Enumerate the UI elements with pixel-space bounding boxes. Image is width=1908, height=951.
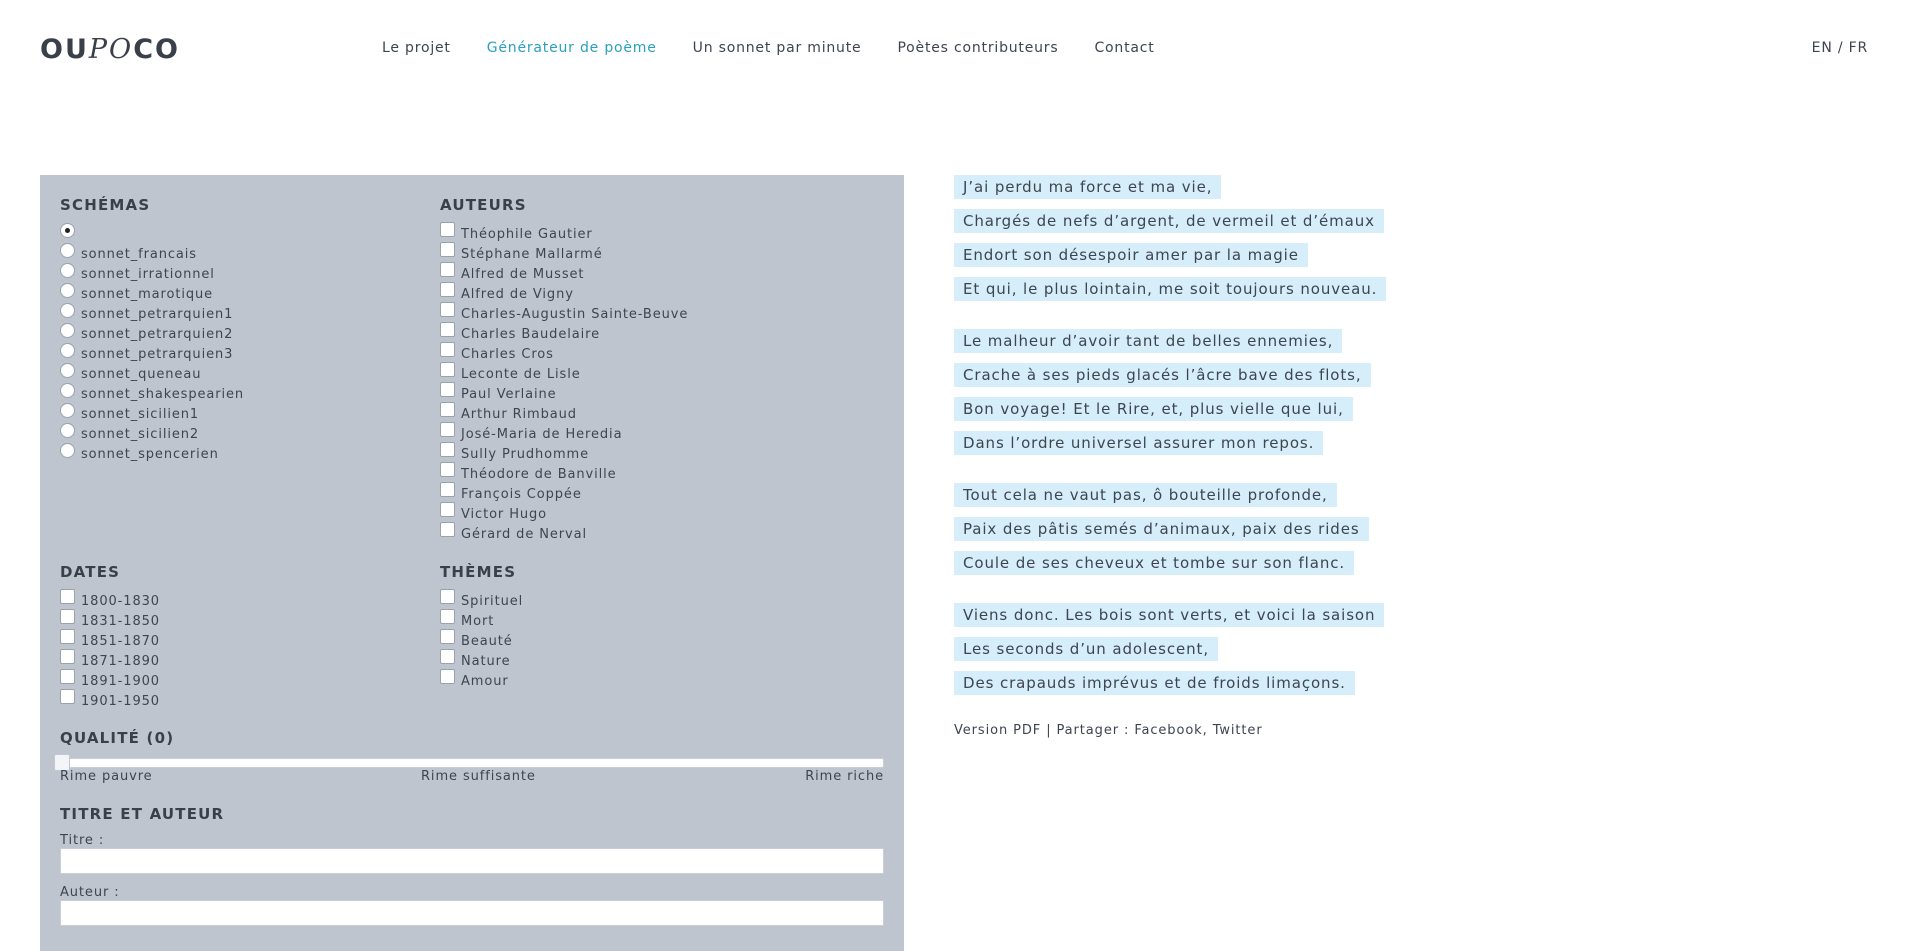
schema-radio[interactable] [60,303,75,318]
poem-line[interactable]: Le malheur d’avoir tant de belles ennemies, [954,329,1342,353]
schema-label: sonnet_queneau [81,367,202,382]
poem-line[interactable]: J’ai perdu ma force et ma vie, [954,175,1221,199]
poem-line[interactable]: Tout cela ne vaut pas, ô bouteille profonde, [954,483,1337,507]
quality-title: QUALITÉ (0) [60,729,175,747]
titre-input[interactable] [60,848,884,874]
schema-radio[interactable] [60,263,75,278]
schema-label: sonnet_irrationnel [81,267,215,282]
authors-title: AUTEURS [440,196,527,214]
schema-radio[interactable] [60,403,75,418]
author-checkbox[interactable] [440,242,455,257]
date-label: 1901-1950 [81,694,160,709]
quality-label-poor: Rime pauvre [60,769,153,784]
author-label: Théodore de Banville [461,467,617,482]
nav-sonnet-minute[interactable]: Un sonnet par minute [692,40,862,56]
author-checkbox[interactable] [440,282,455,297]
schema-label: sonnet_spencerien [81,447,219,462]
author-checkbox[interactable] [440,522,455,537]
author-label: Leconte de Lisle [461,367,581,382]
author-label: Sully Prudhomme [461,447,590,462]
date-checkbox[interactable] [60,649,75,664]
nav-le-projet[interactable]: Le projet [382,40,451,56]
poem-line[interactable]: Endort son désespoir amer par la magie [954,243,1308,267]
theme-checkbox[interactable] [440,649,455,664]
theme-label: Spirituel [461,594,524,609]
date-label: 1871-1890 [81,654,160,669]
logo-part-2: PO [88,34,134,65]
author-label: Alfred de Musset [461,267,585,282]
footer-separator: | [1041,723,1057,738]
nav-contact[interactable]: Contact [1094,40,1155,56]
author-label: Arthur Rimbaud [461,407,577,422]
quality-label-sufficient: Rime suffisante [421,769,536,784]
author-label: Charles Cros [461,347,554,362]
dates-title: DATES [60,563,121,581]
date-label: 1800-1830 [81,594,160,609]
author-label: Stéphane Mallarmé [461,247,603,262]
poem-line[interactable]: Et qui, le plus lointain, me soit toujours nouveau. [954,277,1386,301]
theme-label: Amour [461,674,509,689]
schema-label: sonnet_sicilien1 [81,407,200,422]
schema-radio[interactable] [60,343,75,358]
facebook-link[interactable]: Facebook [1134,723,1203,738]
date-checkbox[interactable] [60,669,75,684]
poem-line[interactable]: Crache à ses pieds glacés l’âcre bave des flots, [954,363,1371,387]
author-label: François Coppée [461,487,582,502]
schema-label: sonnet_francais [81,247,197,262]
author-checkbox[interactable] [440,342,455,357]
author-label: Alfred de Vigny [461,287,574,302]
theme-checkbox[interactable] [440,609,455,624]
date-checkbox[interactable] [60,609,75,624]
author-label: José-Maria de Heredia [461,427,623,442]
poem-line[interactable]: Les seconds d’un adolescent, [954,637,1218,661]
poem-line[interactable]: Dans l’ordre universel assurer mon repos. [954,431,1323,455]
schema-radio[interactable] [60,223,75,238]
theme-label: Beauté [461,634,513,649]
author-label: Charles-Augustin Sainte-Beuve [461,307,689,322]
logo-part-1: OU [40,34,89,65]
quality-slider-track[interactable] [60,758,884,768]
theme-checkbox[interactable] [440,589,455,604]
author-checkbox[interactable] [440,402,455,417]
schema-radio[interactable] [60,243,75,258]
theme-checkbox[interactable] [440,629,455,644]
theme-label: Nature [461,654,511,669]
author-label: Victor Hugo [461,507,548,522]
schema-label: sonnet_petrarquien3 [81,347,234,362]
schema-label: sonnet_petrarquien2 [81,327,234,342]
author-label: Charles Baudelaire [461,327,600,342]
poem-line[interactable]: Des crapauds imprévus et de froids limaçons. [954,671,1355,695]
title-author-title: TITRE ET AUTEUR [60,805,225,823]
nav-generateur[interactable]: Générateur de poème [486,40,657,56]
author-checkbox[interactable] [440,502,455,517]
author-checkbox[interactable] [440,262,455,277]
schema-radio[interactable] [60,363,75,378]
author-checkbox[interactable] [440,222,455,237]
schema-label: sonnet_marotique [81,287,214,302]
poem-footer [954,723,1263,738]
author-checkbox[interactable] [440,362,455,377]
theme-checkbox[interactable] [440,669,455,684]
poem-line[interactable]: Viens donc. Les bois sont verts, et voici la saison [954,603,1384,627]
schema-label: sonnet_sicilien2 [81,427,200,442]
auteur-input[interactable] [60,900,884,926]
date-label: 1851-1870 [81,634,160,649]
schema-radio[interactable] [60,383,75,398]
generator-form-panel [40,175,904,951]
author-checkbox[interactable] [440,302,455,317]
main-nav [382,40,1191,56]
nav-poetes[interactable]: Poètes contributeurs [897,40,1059,56]
poem-line[interactable]: Chargés de nefs d’argent, de vermeil et d’émaux [954,209,1384,233]
date-checkbox[interactable] [60,629,75,644]
auteur-label: Auteur : [60,885,120,900]
date-label: 1831-1850 [81,614,160,629]
site-header [0,0,1908,100]
schema-label: sonnet_petrarquien1 [81,307,234,322]
share-label: Partager : [1056,723,1135,738]
footer-comma: , [1202,723,1213,738]
pdf-link[interactable]: Version PDF [954,723,1042,738]
language-switch[interactable]: EN / FR [1811,40,1868,56]
schema-radio[interactable] [60,283,75,298]
site-logo[interactable] [40,34,180,65]
schema-radio[interactable] [60,443,75,458]
theme-label: Mort [461,614,495,629]
author-label: Paul Verlaine [461,387,557,402]
author-checkbox[interactable] [440,322,455,337]
schema-label: sonnet_shakespearien [81,387,245,402]
twitter-link[interactable]: Twitter [1212,723,1263,738]
poem-line[interactable]: Bon voyage! Et le Rire, et, plus vielle que lui, [954,397,1353,421]
date-checkbox[interactable] [60,689,75,704]
schema-radio[interactable] [60,323,75,338]
author-checkbox[interactable] [440,382,455,397]
titre-label: Titre : [60,833,105,848]
author-label: Gérard de Nerval [461,527,588,542]
themes-title: THÈMES [440,563,517,581]
author-checkbox[interactable] [440,462,455,477]
poem-line[interactable]: Coule de ses cheveux et tombe sur son flanc. [954,551,1354,575]
author-checkbox[interactable] [440,422,455,437]
logo-part-3: CO [133,34,180,65]
poem-line[interactable]: Paix des pâtis semés d’animaux, paix des rides [954,517,1369,541]
author-checkbox[interactable] [440,442,455,457]
author-checkbox[interactable] [440,482,455,497]
author-label: Théophile Gautier [461,227,593,242]
date-checkbox[interactable] [60,589,75,604]
date-label: 1891-1900 [81,674,160,689]
quality-label-rich: Rime riche [805,769,884,784]
schema-radio[interactable] [60,423,75,438]
schemas-title: SCHÉMAS [60,196,151,214]
